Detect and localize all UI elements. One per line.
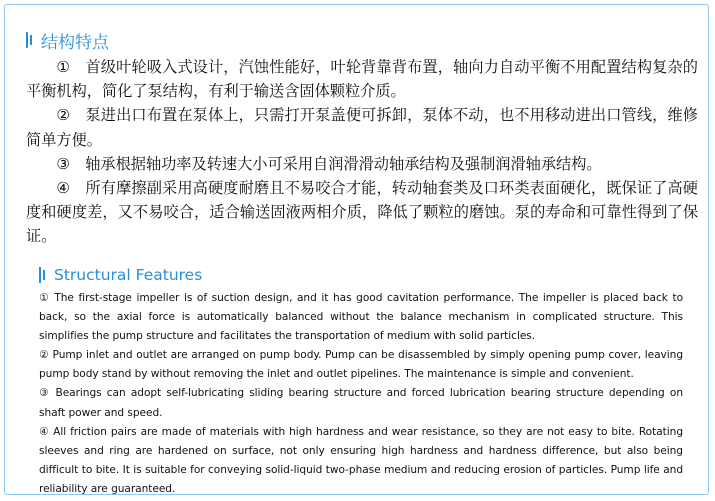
features-en (39, 289, 683, 495)
section-title-zh-text: 结构特点 (41, 32, 109, 53)
feature-en-3: ③ Bearings can adopt self-lubricating sliding bearing structure and forced lubrication bearing structure depending on shaft power and speed. (39, 387, 683, 419)
content-frame (4, 4, 709, 495)
section-title-zh (26, 27, 109, 53)
feature-zh-1: ① 首级叶轮吸入式设计，汽蚀性能好，叶轮背靠背布置，轴向力自动平衡不用配置结构复杂的平衡机构，简化了泵结构，有利于输送含固体颗粒介质。 (26, 58, 698, 101)
section-title-en-text: Structural Features (54, 266, 203, 284)
feature-zh-4: ④ 所有摩擦副采用高硬度耐磨且不易咬合才能，转动轴套类及口环类表面硬化，既保证了高硬度和硬度差，又不易咬合，适合输送固液两相介质，降低了颗粒的磨蚀。泵的寿命和可靠性得到了保证。 (26, 179, 698, 246)
section-title-en (39, 263, 202, 287)
features-zh (26, 55, 698, 249)
feature-zh-2: ② 泵进出口布置在泵体上，只需打开泵盖便可拆卸，泵体不动，也不用移动进出口管线，维修简单方便。 (26, 106, 698, 149)
title-marker-icon (39, 267, 48, 283)
feature-zh-3: ③ 轴承根据轴功率及转速大小可采用自润滑滑动轴承结构及强制润滑轴承结构。 (56, 154, 602, 173)
title-marker-icon (26, 32, 35, 48)
feature-en-1: ① The first-stage impeller is of suction design, and it has good cavitation performance. The impeller is placed back to back, so the axial force is automatically balanced without the balance mechanism in complicated structure. This simplifies the pump structure and facilitates the transportation of medium with solid particles. (39, 292, 683, 343)
feature-en-4: ④ All friction pairs are made of materials with high hardness and wear resistance, so they are not easy to bite. Rotating sleeves and ring are hardened on surface, not only ensuring high hardness and hardness difference, but also being difficult to bite. It is suitable for conveying solid-liquid two-phase medium and reducing erosion of particles. Pump life and reliability are guaranteed. (39, 425, 683, 495)
feature-en-2: ② Pump inlet and outlet are arranged on pump body. Pump can be disassembled by simply opening pump cover, leaving pump body stand by without removing the inlet and outlet pipelines. The maintenance is simple and convenient. (39, 349, 683, 381)
